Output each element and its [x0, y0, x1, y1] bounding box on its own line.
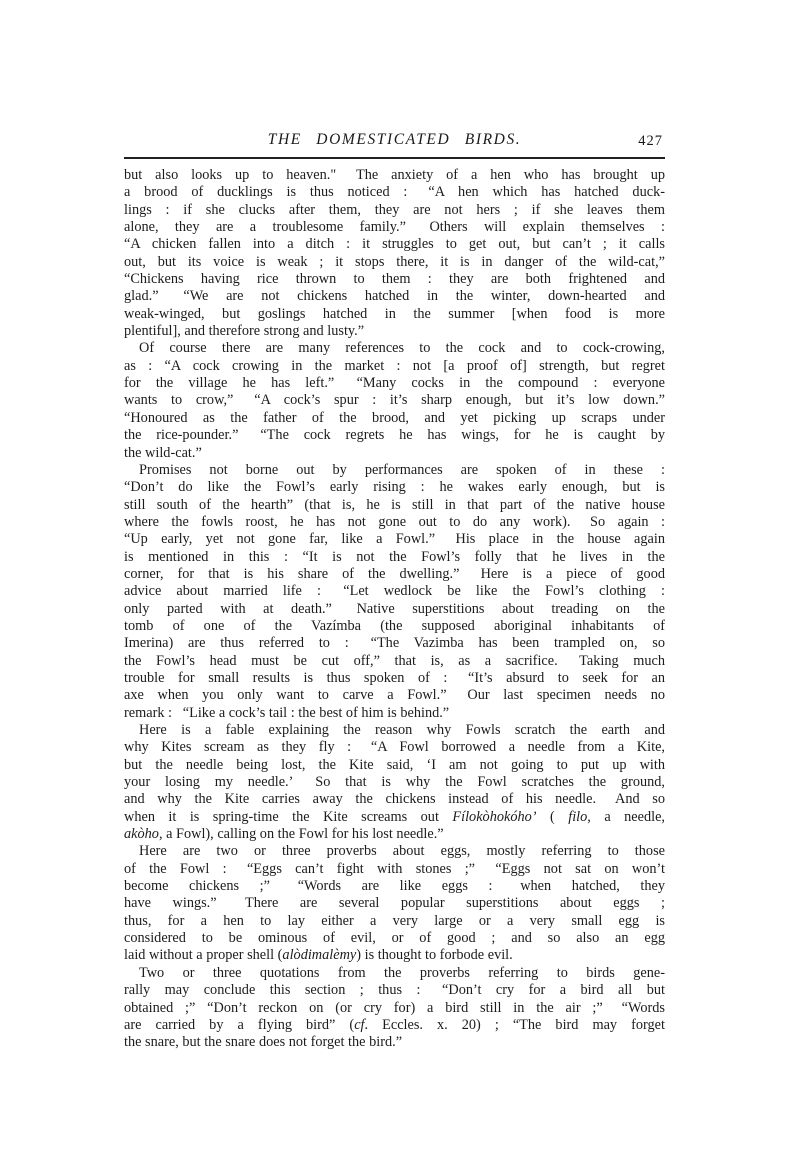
text-line: laid without a proper shell (alòdimalèmy) is thought to forbode evil.: [124, 947, 513, 964]
text-line: “Chickens having rice thrown to them : they are both frightened and: [124, 271, 665, 288]
text-line: become chickens ;” “Words are like eggs : when hatched, they: [124, 878, 665, 895]
text-line: remark : “Like a cock’s tail : the best of him is behind.”: [124, 704, 450, 721]
paragraph: [124, 167, 665, 340]
text-line: akòho, a Fowl), calling on the Fowl for his lost needle.”: [124, 826, 444, 843]
text-line: the Fowl’s head must be cut off,” that is, as a sacrifice. Taking much: [124, 652, 665, 669]
paragraph: [124, 843, 665, 964]
text-line: Here are two or three proverbs about eggs, mostly referring to those: [139, 843, 665, 860]
text-line: where the fowls roost, he has not gone out to do any work). So again :: [124, 513, 665, 530]
paragraph: [124, 462, 665, 722]
paragraph: [124, 965, 665, 1052]
text-line: Two or three quotations from the proverbs referring to birds gene-: [139, 964, 665, 981]
text-line: thus, for a hen to lay either a very large or a very small egg is: [124, 912, 665, 929]
header-rule: [124, 157, 665, 159]
paragraph: [124, 340, 665, 461]
text-line: but the needle being lost, the Kite said, ‘I am not going to put up with: [124, 756, 665, 773]
text-line: “A chicken fallen into a ditch : it struggles to get out, but can’t ; it calls: [124, 236, 665, 253]
text-line: out, but its voice is weak ; it stops there, it is in danger of the wild-cat,”: [124, 253, 665, 270]
text-line: and why the Kite carries away the chickens instead of his needle. And so: [124, 791, 665, 808]
text-line: corner, for that is his share of the dwelling.” Here is a piece of good: [124, 565, 665, 582]
text-line: tomb of one of the Vazímba (the supposed aboriginal inhabitants of: [124, 617, 665, 634]
text-line: why Kites scream as they fly : “A Fowl borrowed a needle from a Kite,: [124, 739, 665, 756]
text-line: “Don’t do like the Fowl’s early rising : he wakes early enough, but is: [124, 479, 665, 496]
text-line: of the Fowl : “Eggs can’t fight with stones ;” “Eggs not sat on won’t: [124, 860, 665, 877]
text-line: rally may conclude this section ; thus : “Don’t cry for a bird all but: [124, 982, 665, 999]
page-number: 427: [638, 133, 663, 149]
running-head: [124, 131, 665, 153]
text-line: plentiful], and therefore strong and lusty.”: [124, 323, 365, 340]
text-line: your losing my needle.’ So that is why the Fowl scratches the ground,: [124, 774, 665, 791]
text-line: weak-winged, but goslings hatched in the summer [when food is more: [124, 305, 665, 322]
text-line: Imerina) are thus referred to : “The Vazimba has been trampled on, so: [124, 635, 665, 652]
text-line: “Honoured as the father of the brood, and yet picking up scraps under: [124, 409, 665, 426]
text-line: when it is spring-time the Kite screams out Fílokòhokóho’ ( filo, a needle,: [124, 808, 665, 825]
page-title: THE DOMESTICATED BIRDS.: [267, 131, 522, 148]
text-line: only parted with at death.” Native superstitions about treading on the: [124, 600, 665, 617]
text-line: but also looks up to heaven." The anxiety of a hen who has brought up: [124, 167, 665, 183]
text-line: still south of the hearth” (that is, he is still in that part of the native house: [124, 496, 665, 513]
text-line: have wings.” There are several popular superstitions about eggs ;: [124, 895, 665, 912]
text-line: lings : if she clucks after them, they are not hers ; if she leaves them: [124, 201, 665, 218]
text-line: is mentioned in this : “It is not the Fowl’s folly that he lives in the: [124, 548, 665, 565]
text-line: Promises not borne out by performances are spoken of in these :: [139, 461, 665, 478]
text-line: trouble for small results is thus spoken of : “It’s absurd to seek for an: [124, 669, 665, 686]
text-block: [124, 167, 665, 1052]
text-line: as : “A cock crowing in the market : not [a proof of] strength, but regret: [124, 357, 665, 374]
text-line: glad.” “We are not chickens hatched in the winter, down-hearted and: [124, 288, 665, 305]
text-line: the rice-pounder.” “The cock regrets he has wings, for he is caught by: [124, 427, 665, 444]
text-line: the snare, but the snare does not forget the bird.”: [124, 1034, 403, 1051]
text-line: are carried by a flying bird” (cf. Eccles. x. 20) ; “The bird may forget: [124, 1016, 665, 1033]
paragraph: [124, 722, 665, 843]
text-line: wants to crow,” “A cock’s spur : it’s sharp enough, but it’s low down.”: [124, 392, 665, 409]
text-line: Of course there are many references to the cock and to cock-crowing,: [139, 340, 665, 357]
text-line: the wild-cat.”: [124, 444, 202, 461]
text-line: axe when you only want to carve a Fowl.” Our last specimen needs no: [124, 687, 665, 704]
text-line: Here is a fable explaining the reason why Fowls scratch the earth and: [139, 722, 665, 738]
text-line: alone, they are a troublesome family.” Others will explain themselves :: [124, 219, 665, 236]
text-line: considered to be ominous of evil, or of good ; and so also an egg: [124, 930, 665, 947]
text-line: obtained ;” “Don’t reckon on (or cry for) a bird still in the air ;” “Words: [124, 999, 665, 1016]
text-line: advice about married life : “Let wedlock be like the Fowl’s clothing :: [124, 583, 665, 600]
text-line: “Up early, yet not gone far, like a Fowl.” His place in the house again: [124, 531, 665, 548]
text-line: a brood of ducklings is thus noticed : “A hen which has hatched duck-: [124, 184, 665, 201]
text-line: for the village he has left.” “Many cocks in the compound : everyone: [124, 375, 665, 392]
